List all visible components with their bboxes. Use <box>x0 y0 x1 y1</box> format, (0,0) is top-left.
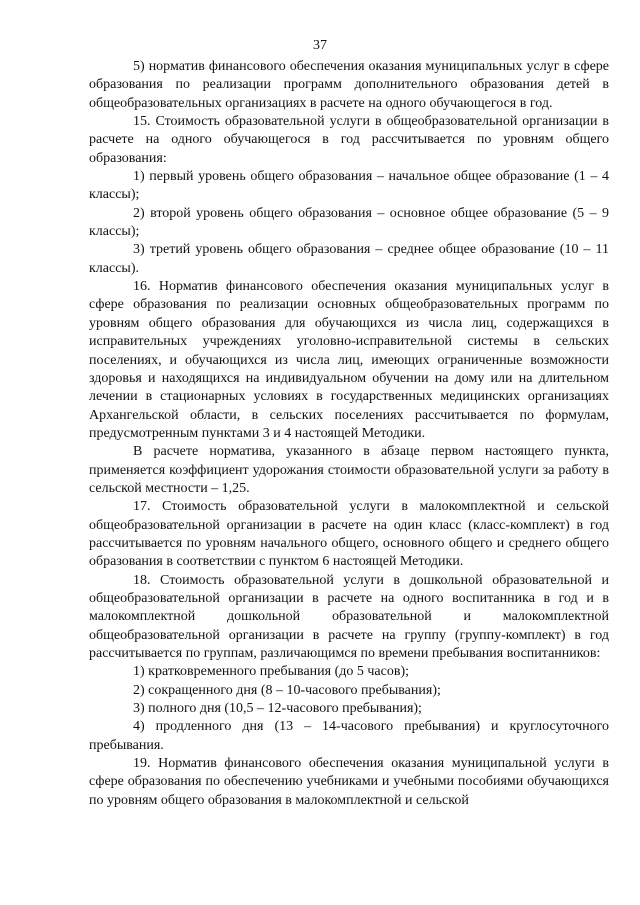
document-body <box>89 58 609 810</box>
paragraph-level-3: 3) третий уровень общего образования – среднее общее образование (10 – 11 классы). <box>89 242 609 276</box>
paragraph-section-19: 19. Норматив финансового обеспечения оказания муниципальной услуги в сфере образования по обеспечению учебниками и учебными пособиями обучающихся по уровням общего образования в малокомплектной и сельской <box>89 756 609 808</box>
paragraph-section-18: 18. Стоимость образовательной услуги в дошкольной образовательной и общеобразовательной организации в расчете на одного воспитанника в год и в малокомплектной дошкольной образовательной и малокомплектной общеобразовательной организации в расчете на группу (группу-комплект) в год рассчитывается по группам, различающимся по времени пребывания воспитанников: <box>89 572 609 661</box>
paragraph-stay-reduced: 2) сокращенного дня (8 – 10-часового пребывания); <box>133 682 441 698</box>
paragraph-item-5-funding-norm: 5) норматив финансового обеспечения оказания муниципальных услуг в сфере образования по реализации программ дополнительного образования детей в общеобразовательных организациях в расчете на одного обучающегося в год. <box>89 59 609 111</box>
paragraph-level-2: 2) второй уровень общего образования – основное общее образование (5 – 9 классы); <box>89 205 609 240</box>
page-number: 37 <box>313 38 327 53</box>
paragraph-section-15: 15. Стоимость образовательной услуги в общеобразовательной организации в расчете на одного обучающегося в год рассчитывается по уровням общего образования: <box>89 114 609 166</box>
paragraph-stay-full: 3) полного дня (10,5 – 12-часового пребывания); <box>133 701 422 717</box>
paragraph-stay-short: 1) кратковременного пребывания (до 5 часов); <box>133 664 410 680</box>
paragraph-section-16-coefficient: В расчете норматива, указанного в абзаце первом настоящего пункта, применяется коэффициент удорожания стоимости образовательной услуги за работу в сельской местности – 1,25. <box>89 444 609 496</box>
paragraph-stay-extended: 4) продленного дня (13 – 14-часового пребывания) и круглосуточного пребывания. <box>89 719 609 753</box>
paragraph-level-1: 1) первый уровень общего образования – начальное общее образование (1 – 4 классы); <box>89 169 609 203</box>
paragraph-section-17: 17. Стоимость образовательной услуги в малокомплектной и сельской общеобразовательной организации в расчете на один класс (класс-комплект) в год рассчитывается по уровням начального общего, основного общего и среднего общего образования в соответствии с пунктом 6 настоящей Методики. <box>89 499 609 570</box>
paragraph-section-16: 16. Норматив финансового обеспечения оказания муниципальных услуг в сфере образования по реализации основных общеобразовательных программ по уровням общего образования для обучающихся из числа лиц, содержащихся в исправительных учреждениях уголовно-исправительной системы в сельских поселениях, и обучающихся из числа лиц, имеющих ограниченные возможности здоровья и находящихся на индивидуальном обучении на дому или на длительном лечении в стационарных условиях в государственных медицинских организациях Архангельской области, в сельских поселениях рассчитывается по формулам, предусмотренным пунктами 3 и 4 настоящей Методики. <box>89 279 609 441</box>
